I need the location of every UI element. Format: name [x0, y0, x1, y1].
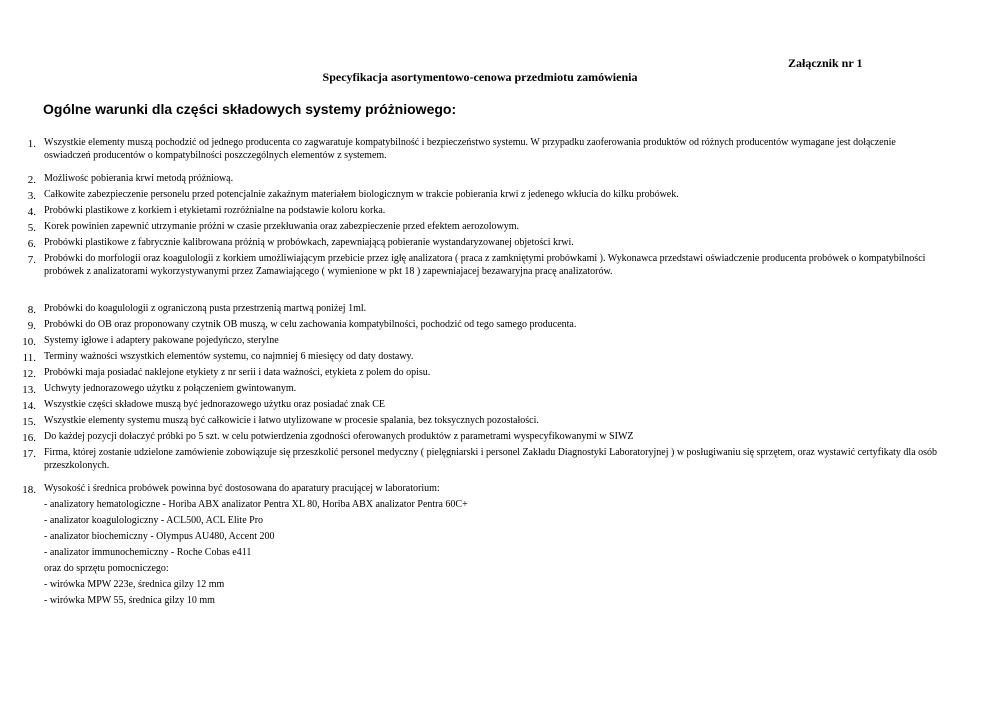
- analyzer-line: - analizatory hematologiczne - Horiba ABX analizator Pentra XL 80, Horiba ABX analizator Pentra 60C+: [44, 499, 468, 510]
- item-number: 4.: [27, 206, 36, 218]
- item-text: Wszystkie elementy muszą pochodzić od jednego producenta co zagwaratuje kompatybilność i bezpieczeństwo systemu. W przypadku zaoferowania produktów od różnych producentów wymagane jest dołączenie oswiadczeń producentów o kompatybilności poszczególnych elementów z systemem.: [44, 137, 896, 161]
- item-number: 12.: [22, 368, 36, 380]
- item-number: 2.: [27, 174, 36, 186]
- item-number: 14.: [22, 400, 36, 412]
- section-heading: Ogólne warunki dla części składowych systemy próżniowego:: [43, 101, 457, 117]
- item-number: 11.: [22, 352, 36, 364]
- analyzer-line: - analizator immunochemiczny - Roche Cobas e411: [44, 547, 252, 558]
- item-text: Probówki maja posiadać naklejone etykiety z nr serii i data ważności, etykieta z polem do opisu.: [44, 367, 431, 378]
- document-title: Specyfikacja asortymentowo-cenowa przedmiotu zamówienia: [322, 70, 638, 84]
- item-number: 5.: [27, 222, 36, 234]
- centrifuge-line: - wirówka MPW 55, średnica gilzy 10 mm: [44, 595, 215, 606]
- item-text: Uchwyty jednorazowego użytku z połączeniem gwintowanym.: [44, 383, 297, 394]
- item-number: 8.: [27, 304, 36, 316]
- item-number: 6.: [27, 238, 36, 250]
- item-text: Wysokość i średnica probówek powinna być dostosowana do aparatury pracującej w laboratorium:: [44, 483, 440, 494]
- item-text: Probówki do koagulologii z ograniczoną pusta przestrzenią martwą poniżej 1ml.: [44, 303, 367, 314]
- item-text: Probówki plastikowe z fabrycznie kalibrowana próżnią w probówkach, zapewniającą pobieranie wystandaryzowanej objetości krwi.: [44, 237, 574, 248]
- item-text: Wszystkie części składowe muszą być jednorazowego użytku oraz posiadać znak CE: [44, 399, 385, 410]
- analyzer-line: - analizator biochemiczny - Olympus AU480, Accent 200: [44, 531, 275, 542]
- item-text: Probówki plastikowe z korkiem i etykietami rozróżnialne na podstawie koloru korka.: [44, 205, 386, 216]
- centrifuge-line: - wirówka MPW 223e, średnica gilzy 12 mm: [44, 579, 225, 590]
- auxiliary-equipment-label: oraz do sprzętu pomocniczego:: [44, 563, 169, 574]
- attachment-label: Załącznik nr 1: [788, 56, 863, 70]
- item-number: 7.: [27, 254, 36, 266]
- item-number: 16.: [22, 432, 36, 444]
- item-text: Probówki do morfologii oraz koagulologii z korkiem umożliwiającym przebicie przez igłę analizatora ( praca z zamkniętymi probówkami ). Wykonawca przedstawi oświadczenie producenta probówek o kompatybilności probówek z analizatorami wykorzystywanymi przez Zamawiającego ( wymienione w pkt 18 ) zapewniajacej bezawaryjna pracę analizatorów.: [44, 253, 926, 277]
- item-text: Wszystkie elementy systemu muszą być całkowicie i łatwo utylizowane w procesie spalania, bez toksycznych pozostałości.: [44, 415, 539, 426]
- item-text: Systemy igłowe i adaptery pakowane pojedyńczo, sterylne: [44, 335, 279, 346]
- item-number: 15.: [22, 416, 36, 428]
- item-number: 9.: [27, 320, 36, 332]
- item-text: Firma, której zostanie udzielone zamówienie zobowiązuje się przeszkolić personel medyczny ( pielęgniarski i personel Zakładu Diagnostyki Laboratoryjnej ) w posługiwaniu się sprzętem, oraz wystawić certyfikaty dla osób przeszkolonych.: [44, 447, 938, 471]
- item-number: 3.: [27, 190, 36, 202]
- item-text: Terminy ważności wszystkich elementów systemu, co najmniej 6 miesięcy od daty dostawy.: [44, 351, 414, 362]
- item-text: Całkowite zabezpieczenie personelu przed potencjalnie zakaźnym materiałem biologicznym w trakcie pobierania krwi z jedenego wkłucia do kilku probówek.: [44, 189, 679, 200]
- item-number: 10.: [22, 336, 36, 348]
- item-text: Korek powinien zapewnić utrzymanie próżni w czasie przekłuwania oraz zabezpieczenie przed efektem aerozolowym.: [44, 221, 520, 232]
- item-text: Możliwośc pobierania krwi metodą próżniową.: [44, 173, 234, 184]
- item-text: Probówki do OB oraz proponowany czytnik OB muszą, w celu zachowania kompatybilności, pochodzić od tego samego producenta.: [44, 319, 577, 330]
- item-text: Do każdej pozycji dołaczyć próbki po 5 szt. w celu potwierdzenia zgodności oferowanych produktów z parametrami wyspecyfikowanymi w SIWZ: [44, 431, 634, 442]
- item-number: 13.: [22, 384, 36, 396]
- item-number: 1.: [27, 138, 36, 150]
- analyzer-line: - analizator koagulologiczny - ACL500, ACL Elite Pro: [44, 515, 264, 526]
- item-number: 18.: [22, 484, 36, 496]
- item-number: 17.: [22, 448, 36, 460]
